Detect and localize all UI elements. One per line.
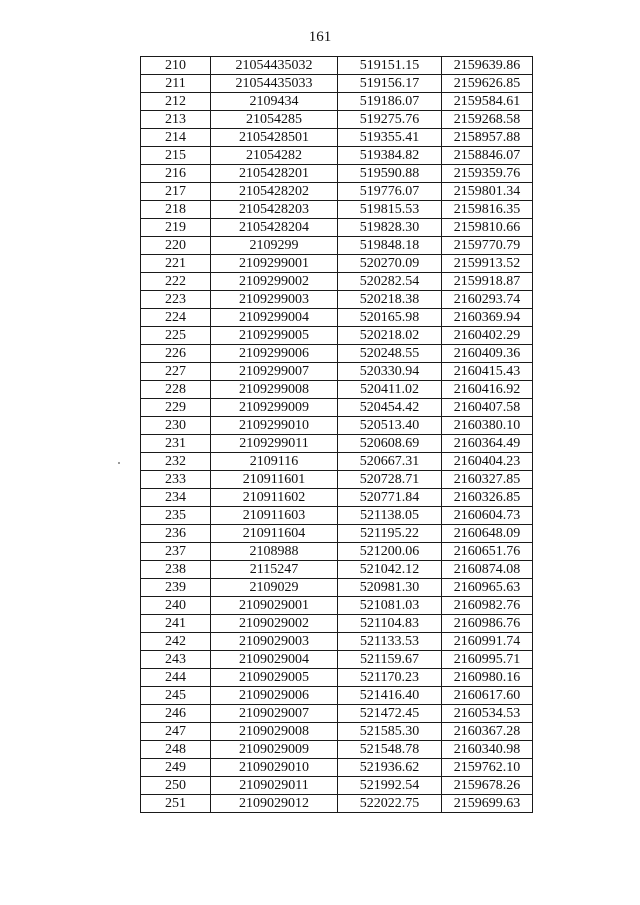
point-code-cell: 2115247 <box>211 561 338 579</box>
point-code-cell: 2105428501 <box>211 129 338 147</box>
y-coordinate-cell: 2160991.74 <box>442 633 533 651</box>
point-number-cell: 216 <box>141 165 211 183</box>
y-coordinate-cell: 2159639.86 <box>442 57 533 75</box>
x-coordinate-cell: 519590.88 <box>338 165 442 183</box>
point-code-cell: 2109299007 <box>211 363 338 381</box>
table-row <box>141 453 533 471</box>
x-coordinate-cell: 521195.22 <box>338 525 442 543</box>
y-coordinate-cell: 2159626.85 <box>442 75 533 93</box>
point-code-cell: 2105428202 <box>211 183 338 201</box>
point-code-cell: 2105428201 <box>211 165 338 183</box>
x-coordinate-cell: 520728.71 <box>338 471 442 489</box>
point-number-cell: 250 <box>141 777 211 795</box>
y-coordinate-cell: 2159762.10 <box>442 759 533 777</box>
point-code-cell: 210911601 <box>211 471 338 489</box>
point-code-cell: 2109029005 <box>211 669 338 687</box>
point-number-cell: 231 <box>141 435 211 453</box>
table-row <box>141 381 533 399</box>
table-row <box>141 489 533 507</box>
table-row <box>141 363 533 381</box>
y-coordinate-cell: 2159816.35 <box>442 201 533 219</box>
point-number-cell: 217 <box>141 183 211 201</box>
x-coordinate-cell: 522022.75 <box>338 795 442 813</box>
y-coordinate-cell: 2158957.88 <box>442 129 533 147</box>
point-code-cell: 2109029004 <box>211 651 338 669</box>
x-coordinate-cell: 519156.17 <box>338 75 442 93</box>
table-row <box>141 435 533 453</box>
x-coordinate-cell: 520330.94 <box>338 363 442 381</box>
point-number-cell: 222 <box>141 273 211 291</box>
y-coordinate-cell: 2160326.85 <box>442 489 533 507</box>
x-coordinate-cell: 519815.53 <box>338 201 442 219</box>
point-code-cell: 2109029009 <box>211 741 338 759</box>
point-number-cell: 243 <box>141 651 211 669</box>
x-coordinate-cell: 519355.41 <box>338 129 442 147</box>
point-number-cell: 220 <box>141 237 211 255</box>
point-number-cell: 244 <box>141 669 211 687</box>
point-number-cell: 211 <box>141 75 211 93</box>
point-number-cell: 214 <box>141 129 211 147</box>
y-coordinate-cell: 2160293.74 <box>442 291 533 309</box>
point-number-cell: 232 <box>141 453 211 471</box>
point-code-cell: 2109299011 <box>211 435 338 453</box>
x-coordinate-cell: 519275.76 <box>338 111 442 129</box>
table-row <box>141 111 533 129</box>
table-row <box>141 723 533 741</box>
point-number-cell: 218 <box>141 201 211 219</box>
point-number-cell: 247 <box>141 723 211 741</box>
point-number-cell: 233 <box>141 471 211 489</box>
x-coordinate-cell: 521133.53 <box>338 633 442 651</box>
table-row <box>141 777 533 795</box>
y-coordinate-cell: 2160982.76 <box>442 597 533 615</box>
point-number-cell: 229 <box>141 399 211 417</box>
x-coordinate-cell: 521416.40 <box>338 687 442 705</box>
y-coordinate-cell: 2160407.58 <box>442 399 533 417</box>
table-row <box>141 597 533 615</box>
point-number-cell: 223 <box>141 291 211 309</box>
point-code-cell: 2105428203 <box>211 201 338 219</box>
page-number: 161 <box>308 29 332 45</box>
point-code-cell: 2109029008 <box>211 723 338 741</box>
table-row <box>141 57 533 75</box>
point-code-cell: 2109029007 <box>211 705 338 723</box>
x-coordinate-cell: 520218.38 <box>338 291 442 309</box>
table-row <box>141 75 533 93</box>
y-coordinate-cell: 2160995.71 <box>442 651 533 669</box>
y-coordinate-cell: 2160415.43 <box>442 363 533 381</box>
x-coordinate-cell: 520218.02 <box>338 327 442 345</box>
x-coordinate-cell: 519828.30 <box>338 219 442 237</box>
x-coordinate-cell: 521585.30 <box>338 723 442 741</box>
y-coordinate-cell: 2160874.08 <box>442 561 533 579</box>
point-code-cell: 2109029011 <box>211 777 338 795</box>
table-row <box>141 93 533 111</box>
point-code-cell: 21054435033 <box>211 75 338 93</box>
y-coordinate-cell: 2159584.61 <box>442 93 533 111</box>
y-coordinate-cell: 2160416.92 <box>442 381 533 399</box>
point-code-cell: 2105428204 <box>211 219 338 237</box>
point-code-cell: 21054285 <box>211 111 338 129</box>
point-code-cell: 2109029001 <box>211 597 338 615</box>
y-coordinate-cell: 2158846.07 <box>442 147 533 165</box>
coordinates-table-body <box>141 57 533 813</box>
table-row <box>141 579 533 597</box>
x-coordinate-cell: 521936.62 <box>338 759 442 777</box>
y-coordinate-cell: 2159770.79 <box>442 237 533 255</box>
point-number-cell: 239 <box>141 579 211 597</box>
y-coordinate-cell: 2159913.52 <box>442 255 533 273</box>
y-coordinate-cell: 2160986.76 <box>442 615 533 633</box>
point-code-cell: 2109299001 <box>211 255 338 273</box>
y-coordinate-cell: 2160340.98 <box>442 741 533 759</box>
coordinates-table <box>140 56 533 813</box>
y-coordinate-cell: 2159359.76 <box>442 165 533 183</box>
table-row <box>141 543 533 561</box>
x-coordinate-cell: 521104.83 <box>338 615 442 633</box>
x-coordinate-cell: 521200.06 <box>338 543 442 561</box>
point-number-cell: 240 <box>141 597 211 615</box>
point-number-cell: 238 <box>141 561 211 579</box>
y-coordinate-cell: 2160367.28 <box>442 723 533 741</box>
x-coordinate-cell: 520282.54 <box>338 273 442 291</box>
x-coordinate-cell: 519186.07 <box>338 93 442 111</box>
y-coordinate-cell: 2159678.26 <box>442 777 533 795</box>
table-row <box>141 687 533 705</box>
table-row <box>141 705 533 723</box>
table-row <box>141 165 533 183</box>
x-coordinate-cell: 520771.84 <box>338 489 442 507</box>
x-coordinate-cell: 521159.67 <box>338 651 442 669</box>
point-number-cell: 215 <box>141 147 211 165</box>
table-row <box>141 561 533 579</box>
x-coordinate-cell: 521042.12 <box>338 561 442 579</box>
x-coordinate-cell: 519384.82 <box>338 147 442 165</box>
table-row <box>141 183 533 201</box>
point-code-cell: 2109299004 <box>211 309 338 327</box>
y-coordinate-cell: 2160534.53 <box>442 705 533 723</box>
x-coordinate-cell: 520270.09 <box>338 255 442 273</box>
point-number-cell: 241 <box>141 615 211 633</box>
point-number-cell: 221 <box>141 255 211 273</box>
point-number-cell: 248 <box>141 741 211 759</box>
point-number-cell: 210 <box>141 57 211 75</box>
table-row <box>141 651 533 669</box>
point-number-cell: 234 <box>141 489 211 507</box>
point-number-cell: 219 <box>141 219 211 237</box>
table-row <box>141 291 533 309</box>
x-coordinate-cell: 520608.69 <box>338 435 442 453</box>
x-coordinate-cell: 520454.42 <box>338 399 442 417</box>
point-code-cell: 2109299006 <box>211 345 338 363</box>
y-coordinate-cell: 2159801.34 <box>442 183 533 201</box>
table-row <box>141 795 533 813</box>
point-code-cell: 2109029010 <box>211 759 338 777</box>
table-row <box>141 669 533 687</box>
x-coordinate-cell: 521138.05 <box>338 507 442 525</box>
y-coordinate-cell: 2160651.76 <box>442 543 533 561</box>
table-row <box>141 147 533 165</box>
point-code-cell: 2109029003 <box>211 633 338 651</box>
x-coordinate-cell: 521472.45 <box>338 705 442 723</box>
point-code-cell: 21054435032 <box>211 57 338 75</box>
table-row <box>141 741 533 759</box>
y-coordinate-cell: 2160369.94 <box>442 309 533 327</box>
point-number-cell: 245 <box>141 687 211 705</box>
point-number-cell: 226 <box>141 345 211 363</box>
point-number-cell: 227 <box>141 363 211 381</box>
table-row <box>141 507 533 525</box>
y-coordinate-cell: 2160617.60 <box>442 687 533 705</box>
point-number-cell: 225 <box>141 327 211 345</box>
y-coordinate-cell: 2160364.49 <box>442 435 533 453</box>
point-code-cell: 2108988 <box>211 543 338 561</box>
table-row <box>141 273 533 291</box>
point-number-cell: 251 <box>141 795 211 813</box>
table-row <box>141 201 533 219</box>
table-row <box>141 237 533 255</box>
point-code-cell: 210911604 <box>211 525 338 543</box>
x-coordinate-cell: 520981.30 <box>338 579 442 597</box>
point-code-cell: 2109029006 <box>211 687 338 705</box>
point-number-cell: 228 <box>141 381 211 399</box>
table-row <box>141 615 533 633</box>
margin-mark <box>118 462 120 464</box>
table-row <box>141 327 533 345</box>
point-number-cell: 249 <box>141 759 211 777</box>
y-coordinate-cell: 2160965.63 <box>442 579 533 597</box>
point-code-cell: 2109299010 <box>211 417 338 435</box>
y-coordinate-cell: 2159699.63 <box>442 795 533 813</box>
x-coordinate-cell: 521170.23 <box>338 669 442 687</box>
point-number-cell: 242 <box>141 633 211 651</box>
table-row <box>141 759 533 777</box>
x-coordinate-cell: 521548.78 <box>338 741 442 759</box>
y-coordinate-cell: 2159918.87 <box>442 273 533 291</box>
point-code-cell: 2109299 <box>211 237 338 255</box>
point-number-cell: 236 <box>141 525 211 543</box>
point-code-cell: 2109299002 <box>211 273 338 291</box>
x-coordinate-cell: 520165.98 <box>338 309 442 327</box>
table-row <box>141 129 533 147</box>
point-code-cell: 210911602 <box>211 489 338 507</box>
point-code-cell: 2109029002 <box>211 615 338 633</box>
y-coordinate-cell: 2160380.10 <box>442 417 533 435</box>
table-row <box>141 525 533 543</box>
y-coordinate-cell: 2160648.09 <box>442 525 533 543</box>
y-coordinate-cell: 2159268.58 <box>442 111 533 129</box>
point-code-cell: 2109299008 <box>211 381 338 399</box>
table-row <box>141 417 533 435</box>
point-number-cell: 224 <box>141 309 211 327</box>
point-number-cell: 230 <box>141 417 211 435</box>
x-coordinate-cell: 519776.07 <box>338 183 442 201</box>
table-row <box>141 633 533 651</box>
y-coordinate-cell: 2160604.73 <box>442 507 533 525</box>
y-coordinate-cell: 2160404.23 <box>442 453 533 471</box>
point-code-cell: 2109434 <box>211 93 338 111</box>
x-coordinate-cell: 520248.55 <box>338 345 442 363</box>
point-number-cell: 237 <box>141 543 211 561</box>
y-coordinate-cell: 2160402.29 <box>442 327 533 345</box>
table-row <box>141 309 533 327</box>
y-coordinate-cell: 2160409.36 <box>442 345 533 363</box>
point-code-cell: 2109299009 <box>211 399 338 417</box>
table-row <box>141 471 533 489</box>
point-number-cell: 213 <box>141 111 211 129</box>
table-row <box>141 399 533 417</box>
x-coordinate-cell: 520513.40 <box>338 417 442 435</box>
x-coordinate-cell: 520411.02 <box>338 381 442 399</box>
x-coordinate-cell: 520667.31 <box>338 453 442 471</box>
y-coordinate-cell: 2160327.85 <box>442 471 533 489</box>
point-code-cell: 2109116 <box>211 453 338 471</box>
table-row <box>141 255 533 273</box>
point-number-cell: 246 <box>141 705 211 723</box>
point-code-cell: 2109299003 <box>211 291 338 309</box>
x-coordinate-cell: 521992.54 <box>338 777 442 795</box>
point-code-cell: 2109029012 <box>211 795 338 813</box>
point-code-cell: 2109299005 <box>211 327 338 345</box>
x-coordinate-cell: 521081.03 <box>338 597 442 615</box>
x-coordinate-cell: 519151.15 <box>338 57 442 75</box>
point-code-cell: 2109029 <box>211 579 338 597</box>
point-number-cell: 212 <box>141 93 211 111</box>
table-row <box>141 345 533 363</box>
point-code-cell: 21054282 <box>211 147 338 165</box>
y-coordinate-cell: 2160980.16 <box>442 669 533 687</box>
x-coordinate-cell: 519848.18 <box>338 237 442 255</box>
table-row <box>141 219 533 237</box>
point-code-cell: 210911603 <box>211 507 338 525</box>
point-number-cell: 235 <box>141 507 211 525</box>
y-coordinate-cell: 2159810.66 <box>442 219 533 237</box>
